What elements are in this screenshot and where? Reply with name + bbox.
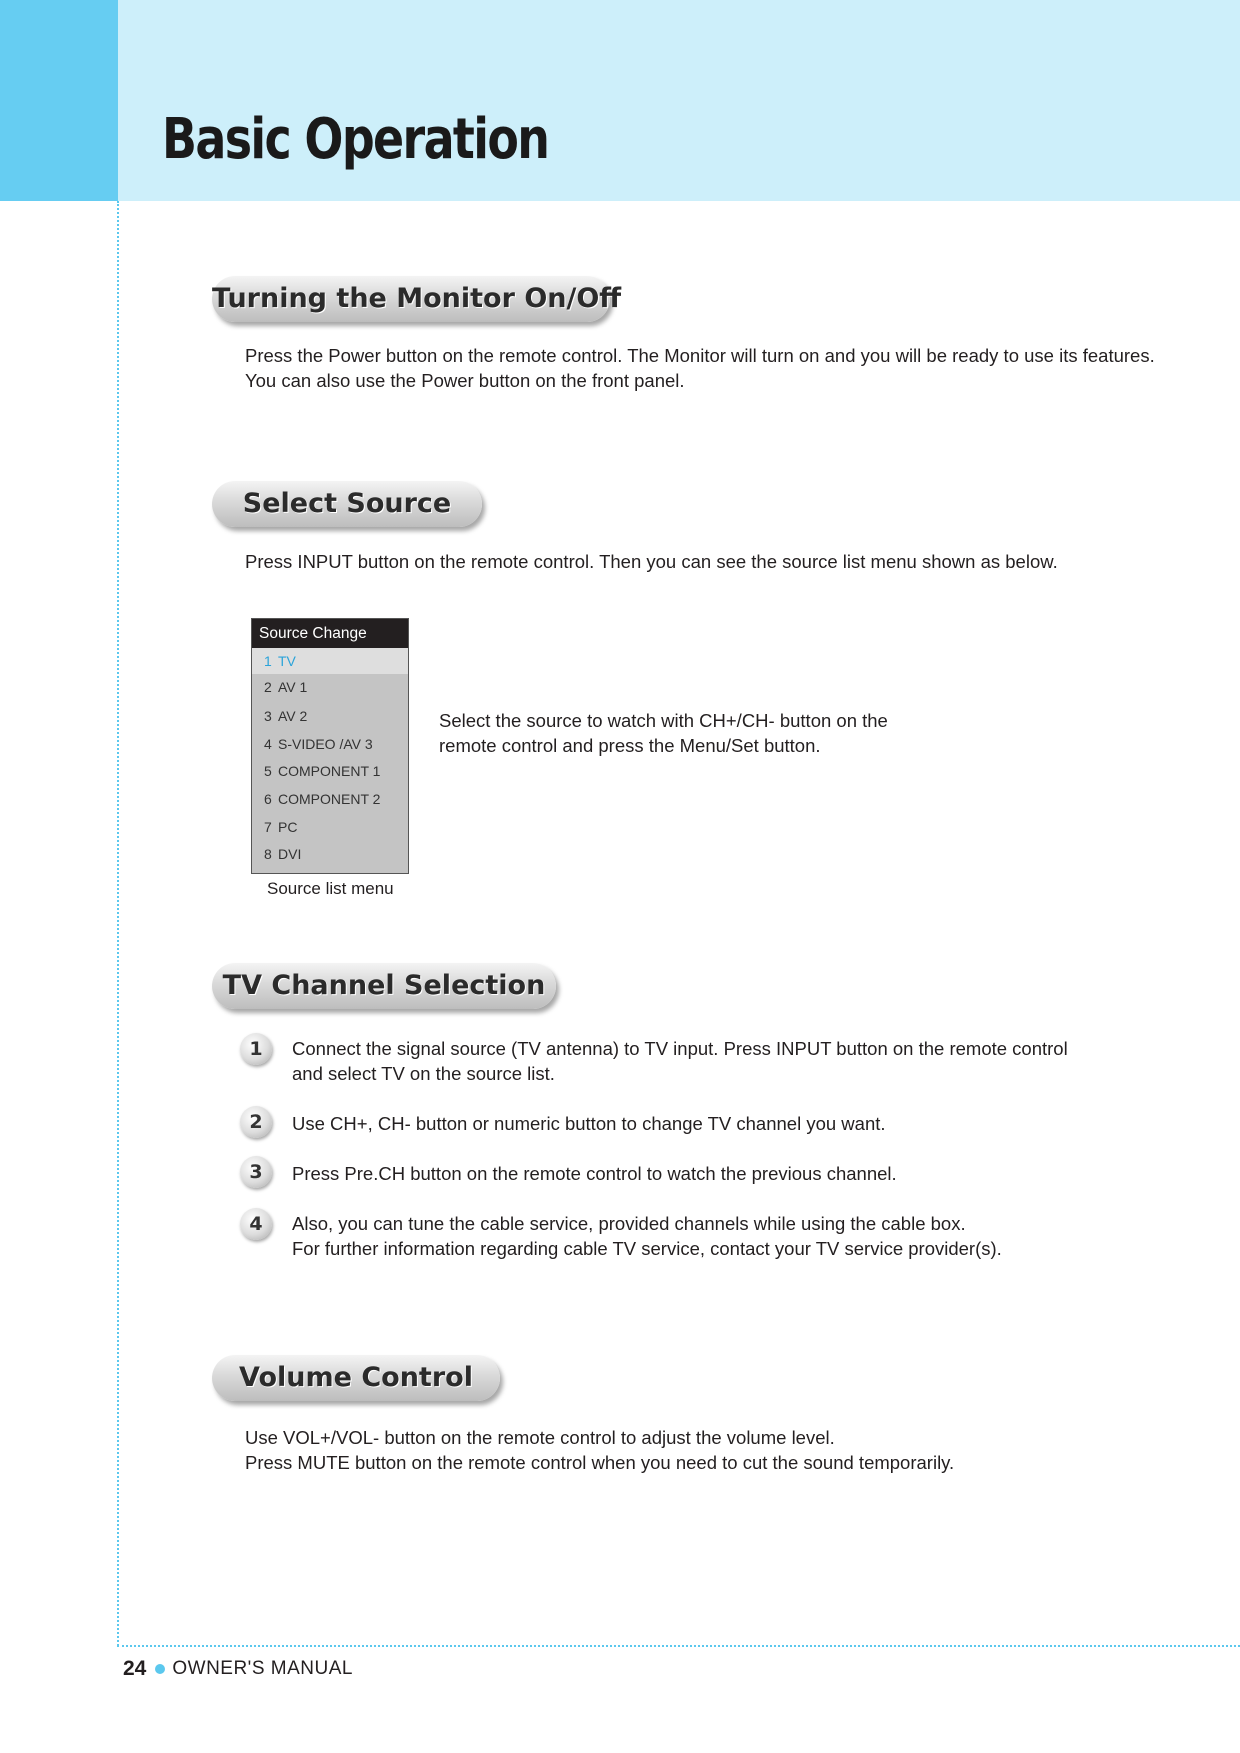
bottom-dotted-rule	[117, 1645, 1240, 1647]
left-dotted-rule	[117, 201, 119, 1646]
menu-item-av2[interactable]: 3 AV 2	[264, 708, 308, 724]
source-intro: Press INPUT button on the remote control. Then you can see the source list menu shown as below.	[245, 551, 1058, 572]
section-heading-channel: TV Channel Selection	[212, 963, 556, 1009]
page-title: Basic Operation	[162, 107, 549, 172]
section-heading-power: Turning the Monitor On/Off	[212, 276, 610, 322]
power-line-1: Press the Power button on the remote control. The Monitor will turn on and you will be ready to use its features.	[245, 345, 1155, 366]
footer	[123, 1657, 353, 1681]
step-1-line-1: Connect the signal source (TV antenna) to TV input. Press INPUT button on the remote control	[292, 1038, 1068, 1059]
step-4-line-1: Also, you can tune the cable service, provided channels while using the cable box.	[292, 1213, 966, 1234]
header-tab	[0, 0, 118, 201]
menu-item-component2[interactable]: 6 COMPONENT 2	[264, 791, 381, 807]
section-heading-volume: Volume Control	[212, 1355, 500, 1401]
step-2-line-1: Use CH+, CH- button or numeric button to change TV channel you want.	[292, 1113, 886, 1134]
volume-line-1: Use VOL+/VOL- button on the remote control to adjust the volume level.	[245, 1427, 835, 1448]
volume-line-2: Press MUTE button on the remote control when you need to cut the sound temporarily.	[245, 1452, 955, 1473]
menu-caption: Source list menu	[267, 879, 394, 898]
menu-item-av1[interactable]: 2 AV 1	[264, 679, 308, 695]
step-3-badge: 3	[240, 1156, 272, 1188]
menu-item-tv[interactable]: 1 TV	[252, 648, 408, 674]
section-heading-source: Select Source	[212, 481, 482, 527]
footer-dot-icon	[155, 1664, 165, 1674]
step-4-badge: 4	[240, 1208, 272, 1240]
menu-item-component1[interactable]: 5 COMPONENT 1	[264, 763, 381, 779]
step-1-line-2: and select TV on the source list.	[292, 1063, 555, 1084]
page-number: 24	[123, 1657, 147, 1680]
menu-item-dvi[interactable]: 8 DVI	[264, 846, 302, 862]
footer-label: OWNER'S MANUAL	[172, 1658, 353, 1679]
source-note-line-1: Select the source to watch with CH+/CH- button on the	[439, 710, 888, 731]
menu-item-pc[interactable]: 7 PC	[264, 819, 298, 835]
step-2-badge: 2	[240, 1106, 272, 1138]
source-note-line-2: remote control and press the Menu/Set button.	[439, 735, 821, 756]
menu-item-svideo[interactable]: 4 S-VIDEO /AV 3	[264, 736, 373, 752]
step-4-line-2: For further information regarding cable TV service, contact your TV service provider(s).	[292, 1238, 1002, 1259]
step-3-line-1: Press Pre.CH button on the remote control to watch the previous channel.	[292, 1163, 897, 1184]
source-change-menu	[251, 618, 409, 874]
power-line-2: You can also use the Power button on the front panel.	[245, 370, 685, 391]
step-1-badge: 1	[240, 1033, 272, 1065]
menu-title: Source Change	[252, 619, 408, 648]
